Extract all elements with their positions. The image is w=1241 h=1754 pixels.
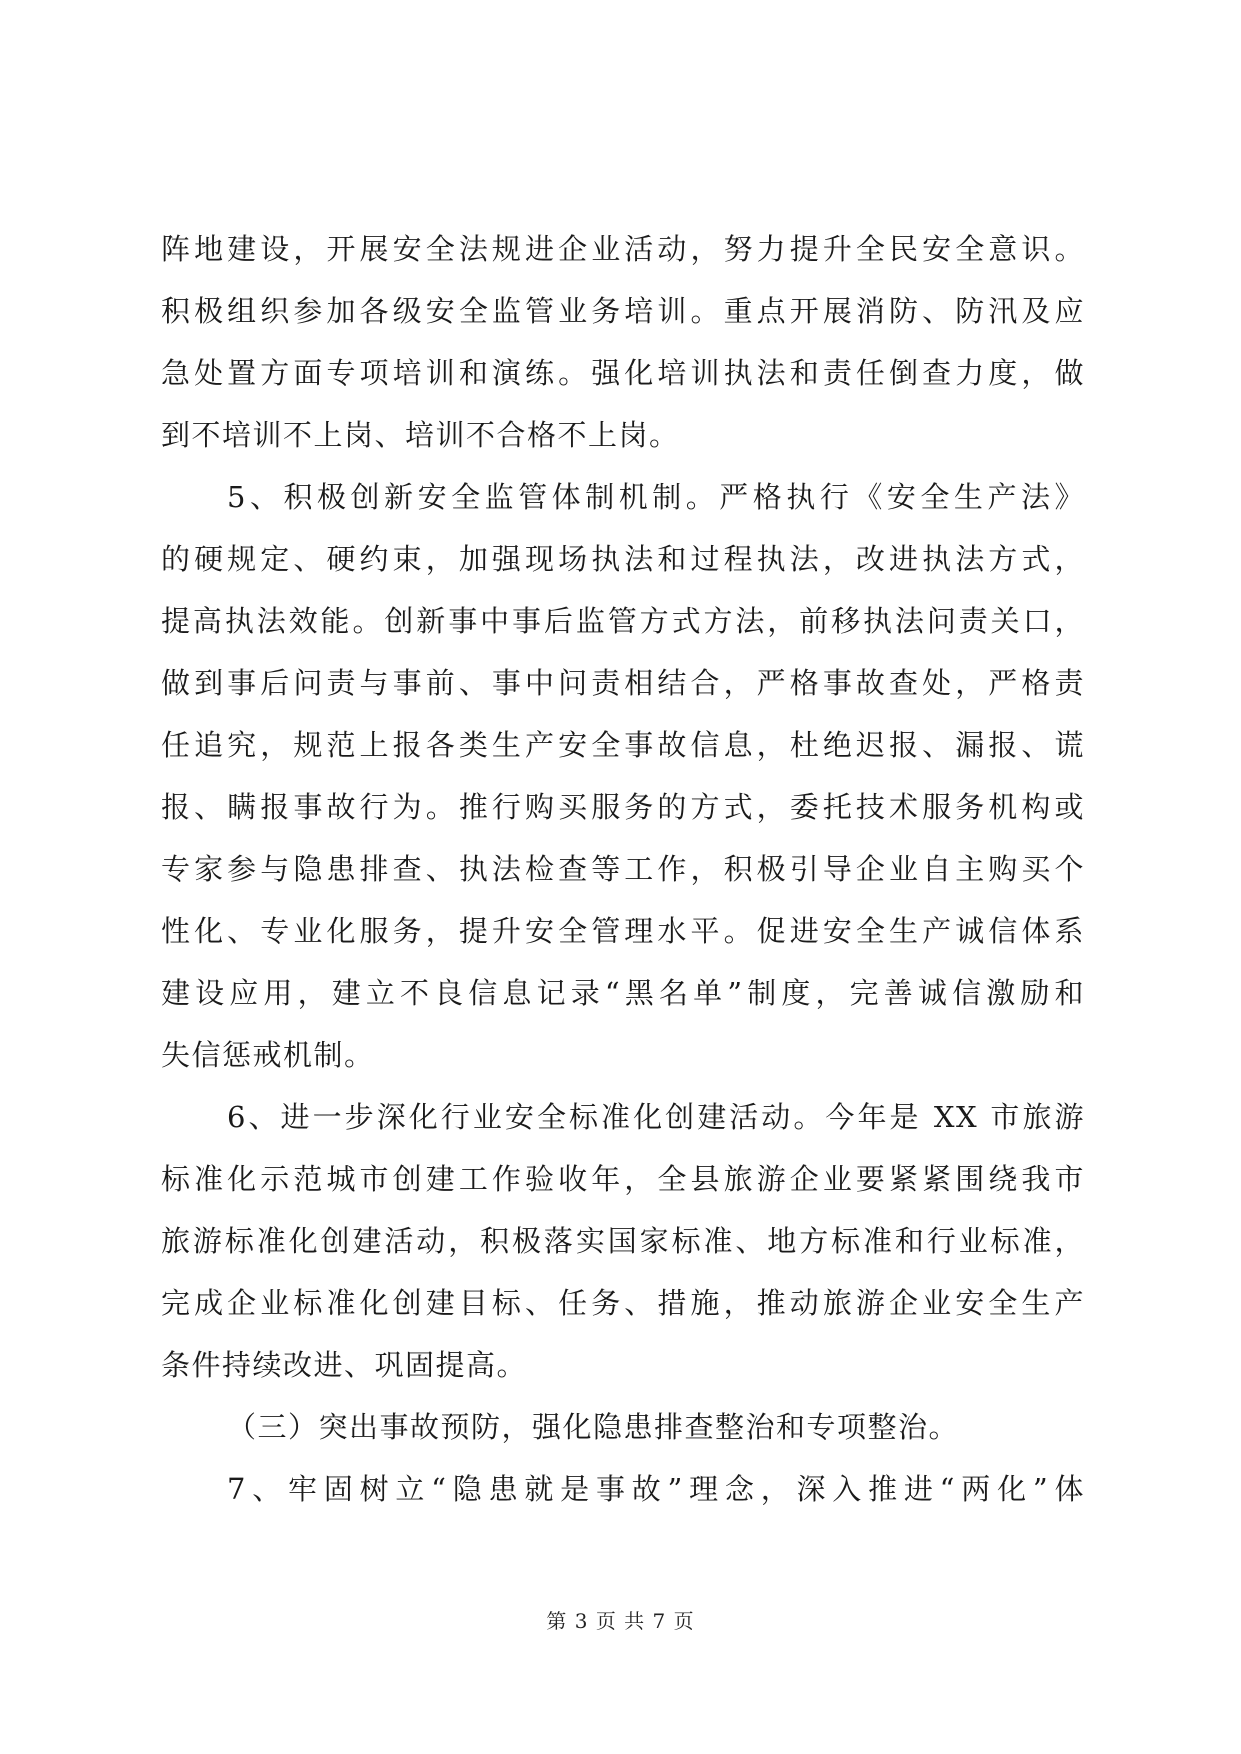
document-body	[161, 218, 1085, 1520]
text-line-18: 完成企业标准化创建目标、任务、措施，推动旅游企业安全生产	[161, 1286, 1085, 1320]
text-line-9: 任追究，规范上报各类生产安全事故信息，杜绝迟报、漏报、谎	[161, 728, 1085, 762]
text-line-14: 失信惩戒机制。	[161, 1038, 375, 1072]
text-line-5: 5、积极创新安全监管体制机制。严格执行《安全生产法》	[227, 480, 1085, 514]
text-line-21: 7、牢固树立“隐患就是事故”理念，深入推进“两化”体	[227, 1472, 1085, 1506]
text-line-6: 的硬规定、硬约束，加强现场执法和过程执法，改进执法方式，	[161, 542, 1085, 576]
text-line-2: 积极组织参加各级安全监管业务培训。重点开展消防、防汛及应	[161, 294, 1085, 328]
text-line-8: 做到事后问责与事前、事中问责相结合，严格事故查处，严格责	[161, 666, 1085, 700]
text-line-16: 标准化示范城市创建工作验收年，全县旅游企业要紧紧围绕我市	[161, 1162, 1085, 1196]
text-line-13: 建设应用，建立不良信息记录“黑名单”制度，完善诚信激励和	[161, 976, 1085, 1010]
text-line-1: 阵地建设，开展安全法规进企业活动，努力提升全民安全意识。	[161, 232, 1085, 266]
text-line-4: 到不培训不上岗、培训不合格不上岗。	[161, 418, 680, 452]
text-line-10: 报、瞒报事故行为。推行购买服务的方式，委托技术服务机构或	[161, 790, 1085, 824]
text-line-17: 旅游标准化创建活动，积极落实国家标准、地方标准和行业标准，	[161, 1224, 1085, 1258]
text-line-15: 6、进一步深化行业安全标准化创建活动。今年是 XX 市旅游	[227, 1100, 1085, 1134]
page-number-footer: 第 3 页 共 7 页	[546, 1609, 695, 1633]
text-line-3: 急处置方面专项培训和演练。强化培训执法和责任倒查力度，做	[161, 356, 1085, 390]
text-line-11: 专家参与隐患排查、执法检查等工作，积极引导企业自主购买个	[161, 852, 1085, 886]
text-line-7: 提高执法效能。创新事中事后监管方式方法，前移执法问责关口，	[161, 604, 1085, 638]
text-line-12: 性化、专业化服务，提升安全管理水平。促进安全生产诚信体系	[161, 914, 1085, 948]
section-heading-3: （三）突出事故预防，强化隐患排查整治和专项整治。	[227, 1410, 960, 1444]
text-line-19: 条件持续改进、巩固提高。	[161, 1348, 528, 1382]
